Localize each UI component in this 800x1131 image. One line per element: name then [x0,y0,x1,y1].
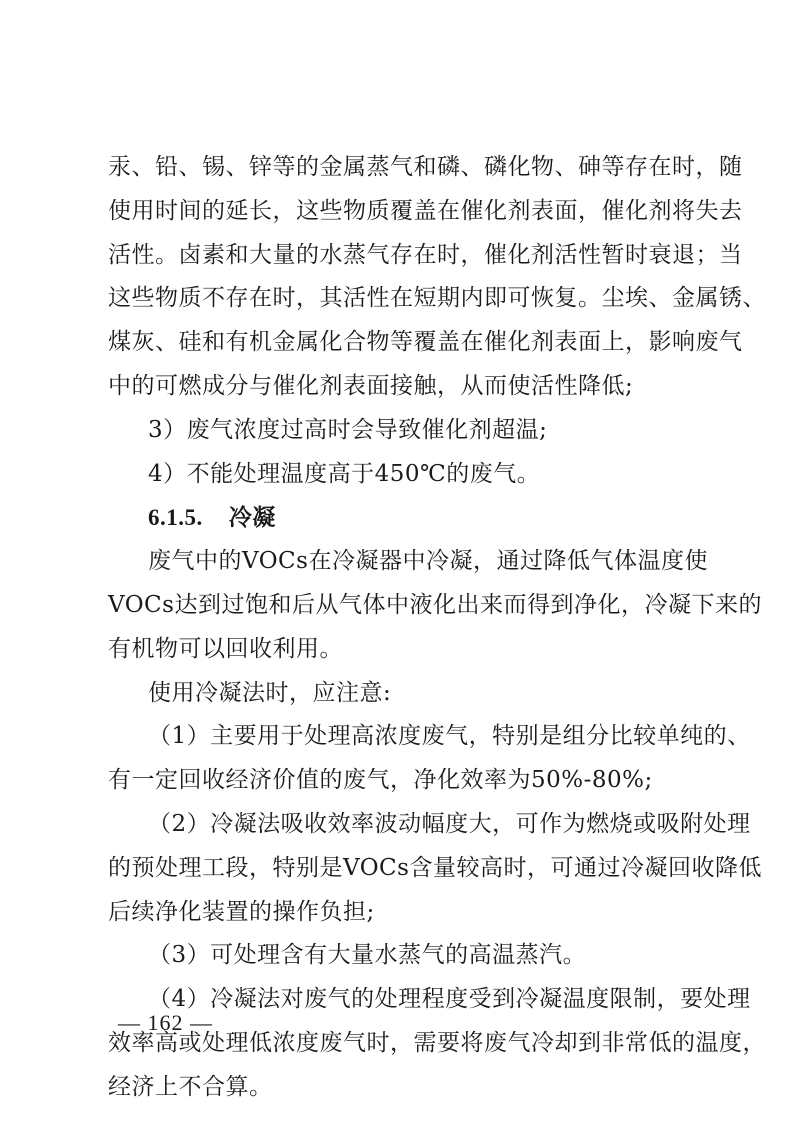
paragraph-item-3 [108,409,698,453]
text-line: 汞、铅、锡、锌等的金属蒸气和磷、磷化物、砷等存在时，随 [108,154,743,180]
text-line: 中的可燃成分与催化剂表面接触，从而使活性降低; [108,372,634,399]
text-line: （4）冷凝法对废气的处理程度受到冷凝温度限制，要处理 [148,986,751,1013]
section-title: 冷凝 [228,504,276,532]
text-line: 废气中的VOCs在冷凝器中冷凝，通过降低气体温度使 [148,548,708,575]
text-line: （1）主要用于处理高浓度废气，特别是组分比较单纯的、 [148,723,751,750]
text-line: 经济上不合算。 [108,1073,273,1100]
text-line: 的预处理工段，特别是VOCs含量较高时，可通过冷凝回收降低 [108,854,762,881]
text-line: （2）冷凝法吸收效率波动幅度大，可作为燃烧或吸附处理 [148,810,751,837]
paragraph-note-2 [108,803,762,934]
text-line: 后续净化装置的操作负担; [108,898,375,925]
section-number: 6.1.5. [148,505,203,531]
document-body [108,146,766,1110]
text-line: （3）可处理含有大量水蒸气的高温蒸汽。 [148,942,587,969]
text-line: 活性。卤素和大量的水蒸气存在时，催化剂活性暂时衰退；当 [108,241,743,268]
text-line: 4）不能处理温度高于450℃的废气。 [148,460,541,487]
text-line: 3）废气浓度过高时会导致催化剂超温; [148,416,548,443]
paragraph-note-3 [108,934,698,978]
text-line: 效率高或处理低浓度废气时，需要将废气冷却到非常低的温度， [108,1029,766,1056]
paragraph-note-1 [108,715,751,803]
text-line: VOCs达到过饱和后从气体中液化出来而得到净化，冷凝下来的 [108,591,762,618]
paragraph-note-4 [108,978,766,1109]
section-heading [108,496,698,540]
paragraph-condensation-intro [108,540,762,671]
text-line: 使用时间的延长，这些物质覆盖在催化剂表面，催化剂将失去 [108,197,743,224]
paragraph-catalyst-poisoning [108,146,766,409]
page-number: — 162 — [118,1010,213,1035]
paragraph-item-4 [108,453,698,497]
text-line: 有一定回收经济价值的废气，净化效率为50%-80%; [108,767,653,794]
text-line: 使用冷凝法时，应注意: [148,679,392,706]
paragraph-notes-lead [108,672,698,716]
text-line: 煤灰、硅和有机金属化合物等覆盖在催化剂表面上，影响废气 [108,329,743,356]
text-line: 有机物可以回收利用。 [108,635,343,662]
text-line: 这些物质不存在时，其活性在短期内即可恢复。尘埃、金属锈、 [108,285,766,312]
